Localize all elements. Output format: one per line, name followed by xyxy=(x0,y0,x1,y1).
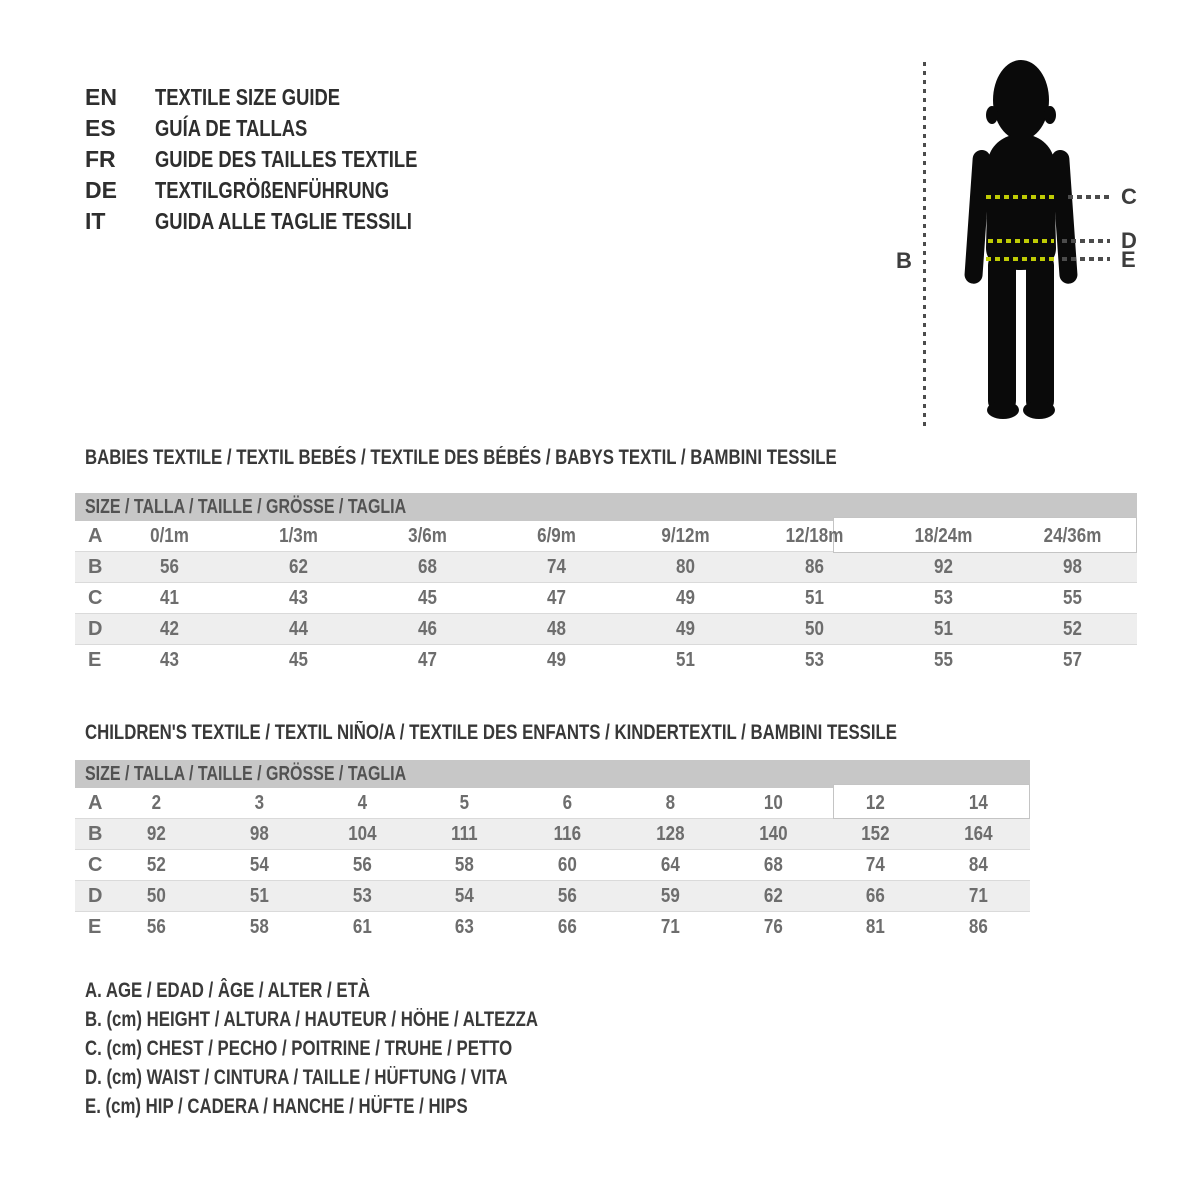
language-list xyxy=(85,82,483,237)
size-value: 55 xyxy=(1063,587,1082,609)
hip-line-dots-dark xyxy=(1062,257,1110,261)
children-row-B xyxy=(75,819,1030,850)
legend-line-waist xyxy=(85,1063,651,1092)
language-code: IT xyxy=(85,208,106,234)
size-value: 1/3m xyxy=(279,525,318,547)
size-value: 48 xyxy=(547,618,566,640)
waist-line-dots-dark xyxy=(1062,239,1110,243)
size-value: 52 xyxy=(1063,618,1082,640)
legend-chest-text: C. (cm) CHEST / PECHO / POITRINE / TRUHE / PETTO xyxy=(85,1037,513,1060)
size-value: 111 xyxy=(451,823,478,845)
size-value: 47 xyxy=(418,649,437,671)
size-value: 55 xyxy=(934,649,953,671)
legend-line-hip xyxy=(85,1092,651,1121)
language-label: GUIDA ALLE TAGLIE TESSILI xyxy=(155,208,412,234)
language-row-es xyxy=(85,113,483,144)
size-value: 80 xyxy=(676,556,695,578)
language-code: FR xyxy=(85,146,116,172)
size-value: 45 xyxy=(418,587,437,609)
size-value: 44 xyxy=(289,618,308,640)
size-value: 4 xyxy=(357,792,367,814)
height-measure-dotted-line xyxy=(923,62,926,428)
children-size-table xyxy=(75,760,1030,942)
size-value: 63 xyxy=(455,916,475,938)
chest-line-dots-green xyxy=(986,195,1058,199)
children-size-header-text: SIZE / TALLA / TAILLE / GRÖSSE / TAGLIA xyxy=(85,763,407,785)
waist-label: D xyxy=(1121,228,1137,253)
babies-row-D xyxy=(75,614,1137,645)
size-value: 71 xyxy=(969,885,989,907)
babies-size-table xyxy=(75,493,1137,675)
size-value: 46 xyxy=(418,618,437,640)
legend-line-height xyxy=(85,1005,651,1034)
size-value: 10 xyxy=(763,792,783,814)
size-value: 76 xyxy=(763,916,783,938)
size-value: 50 xyxy=(146,885,166,907)
size-value: 51 xyxy=(676,649,695,671)
language-label: GUÍA DE TALLAS xyxy=(155,115,308,141)
size-value: 68 xyxy=(418,556,437,578)
size-value: 92 xyxy=(146,823,166,845)
size-value: 9/12m xyxy=(661,525,710,547)
size-value: 5 xyxy=(459,792,470,814)
size-value: 56 xyxy=(558,885,577,907)
size-value: 51 xyxy=(805,587,824,609)
child-silhouette-figure xyxy=(960,58,1082,430)
size-value: 98 xyxy=(1063,556,1082,578)
size-value: 56 xyxy=(146,916,166,938)
language-code: ES xyxy=(85,115,116,141)
size-value: 43 xyxy=(289,587,308,609)
size-value: 128 xyxy=(656,823,685,845)
size-value: 56 xyxy=(352,854,372,876)
babies-size-header-text: SIZE / TALLA / TAILLE / GRÖSSE / TAGLIA xyxy=(85,496,407,518)
language-label: GUIDE DES TAILLES TEXTILE xyxy=(155,146,418,172)
size-value: 53 xyxy=(934,587,953,609)
language-label: TEXTILGRÖßENFÜHRUNG xyxy=(155,177,390,203)
size-value: 51 xyxy=(249,885,269,907)
size-value: 50 xyxy=(805,618,824,640)
size-value: 64 xyxy=(660,854,680,876)
size-value: 54 xyxy=(455,885,475,907)
size-value: 45 xyxy=(289,649,308,671)
size-value: 12 xyxy=(866,792,886,814)
language-code: DE xyxy=(85,177,117,203)
size-value: 164 xyxy=(964,823,993,845)
size-value: 66 xyxy=(866,885,886,907)
babies-section-title xyxy=(85,446,1025,470)
row-label: A xyxy=(88,525,103,547)
size-value: 84 xyxy=(969,854,989,876)
legend-waist-text: D. (cm) WAIST / CINTURA / TAILLE / HÜFTUNG / VITA xyxy=(85,1066,508,1089)
row-label: E xyxy=(88,649,102,671)
row-label: B xyxy=(88,556,103,578)
size-value: 86 xyxy=(805,556,824,578)
size-value: 51 xyxy=(934,618,953,640)
size-value: 56 xyxy=(160,556,179,578)
language-code: EN xyxy=(85,84,117,110)
row-label: C xyxy=(88,854,103,876)
size-value: 58 xyxy=(455,854,475,876)
children-row-D xyxy=(75,881,1030,912)
size-value: 71 xyxy=(660,916,680,938)
row-label: E xyxy=(88,916,102,938)
language-row-de xyxy=(85,175,483,206)
size-value: 6 xyxy=(562,792,573,814)
children-row-C xyxy=(75,850,1030,881)
size-value: 86 xyxy=(969,916,989,938)
size-value: 66 xyxy=(558,916,577,938)
chest-line-dots-dark xyxy=(1068,195,1110,199)
measure-legend xyxy=(85,976,651,1121)
size-value: 24/36m xyxy=(1043,525,1102,547)
size-value: 59 xyxy=(660,885,680,907)
row-label: B xyxy=(88,823,103,845)
size-value: 53 xyxy=(805,649,824,671)
size-value: 8 xyxy=(665,792,675,814)
children-row-A xyxy=(75,788,1030,819)
size-value: 41 xyxy=(160,587,179,609)
size-value: 62 xyxy=(763,885,783,907)
children-table-rows xyxy=(75,788,1030,942)
size-value: 61 xyxy=(352,916,372,938)
babies-row-E xyxy=(75,645,1137,675)
row-label: C xyxy=(88,587,103,609)
size-value: 98 xyxy=(249,823,269,845)
size-value: 53 xyxy=(352,885,372,907)
size-value: 116 xyxy=(553,823,582,845)
size-value: 49 xyxy=(547,649,566,671)
size-value: 6/9m xyxy=(537,525,576,547)
legend-height-text: B. (cm) HEIGHT / ALTURA / HAUTEUR / HÖHE / ALTEZZA xyxy=(85,1008,538,1031)
language-row-it xyxy=(85,206,483,237)
size-value: 42 xyxy=(160,618,179,640)
legend-age-text: A. AGE / EDAD / ÂGE / ALTER / ETÀ xyxy=(85,979,370,1002)
row-label: A xyxy=(88,792,103,814)
size-value: 62 xyxy=(289,556,308,578)
size-value: 104 xyxy=(347,823,377,845)
size-value: 52 xyxy=(146,854,166,876)
size-value: 2 xyxy=(151,792,162,814)
size-value: 74 xyxy=(866,854,886,876)
size-value: 3 xyxy=(254,792,264,814)
babies-row-B xyxy=(75,552,1137,583)
children-section-title xyxy=(85,721,1100,745)
legend-hip-text: E. (cm) HIP / CADERA / HANCHE / HÜFTE / HIPS xyxy=(85,1095,468,1118)
legend-line-chest xyxy=(85,1034,651,1063)
size-value: 49 xyxy=(676,587,695,609)
children-section-title-text: CHILDREN'S TEXTILE / TEXTIL NIÑO/A / TEXTILE DES ENFANTS / KINDERTEXTIL / BAMBINI TESSILE xyxy=(85,721,898,744)
babies-table-rows xyxy=(75,521,1137,675)
row-label: D xyxy=(88,885,103,907)
size-value: 81 xyxy=(866,916,886,938)
size-value: 12/18m xyxy=(785,525,844,547)
size-value: 47 xyxy=(547,587,566,609)
row-label: D xyxy=(88,618,103,640)
size-value: 0/1m xyxy=(150,525,189,547)
size-value: 18/24m xyxy=(914,525,973,547)
size-value: 57 xyxy=(1063,649,1082,671)
size-value: 14 xyxy=(969,792,989,814)
size-value: 58 xyxy=(249,916,269,938)
size-value: 54 xyxy=(249,854,269,876)
size-value: 140 xyxy=(758,823,788,845)
waist-line-dots-green xyxy=(988,239,1054,243)
language-row-en xyxy=(85,82,483,113)
size-value: 60 xyxy=(558,854,577,876)
hip-label: E xyxy=(1121,247,1136,272)
legend-line-age xyxy=(85,976,651,1005)
size-value: 74 xyxy=(547,556,566,578)
children-row-E xyxy=(75,912,1030,942)
size-value: 43 xyxy=(160,649,179,671)
language-label: TEXTILE SIZE GUIDE xyxy=(155,84,341,110)
babies-row-A xyxy=(75,521,1137,552)
size-value: 3/6m xyxy=(408,525,447,547)
size-value: 92 xyxy=(934,556,953,578)
language-row-fr xyxy=(85,144,483,175)
chest-label: C xyxy=(1121,184,1137,209)
babies-row-C xyxy=(75,583,1137,614)
height-label: B xyxy=(896,248,912,273)
size-value: 152 xyxy=(861,823,891,845)
size-value: 49 xyxy=(676,618,695,640)
size-value: 68 xyxy=(763,854,783,876)
hip-line-dots-green xyxy=(986,257,1054,261)
babies-section-title-text: BABIES TEXTILE / TEXTIL BEBÉS / TEXTILE DES BÉBÉS / BABYS TEXTIL / BAMBINI TESSILE xyxy=(85,446,837,469)
